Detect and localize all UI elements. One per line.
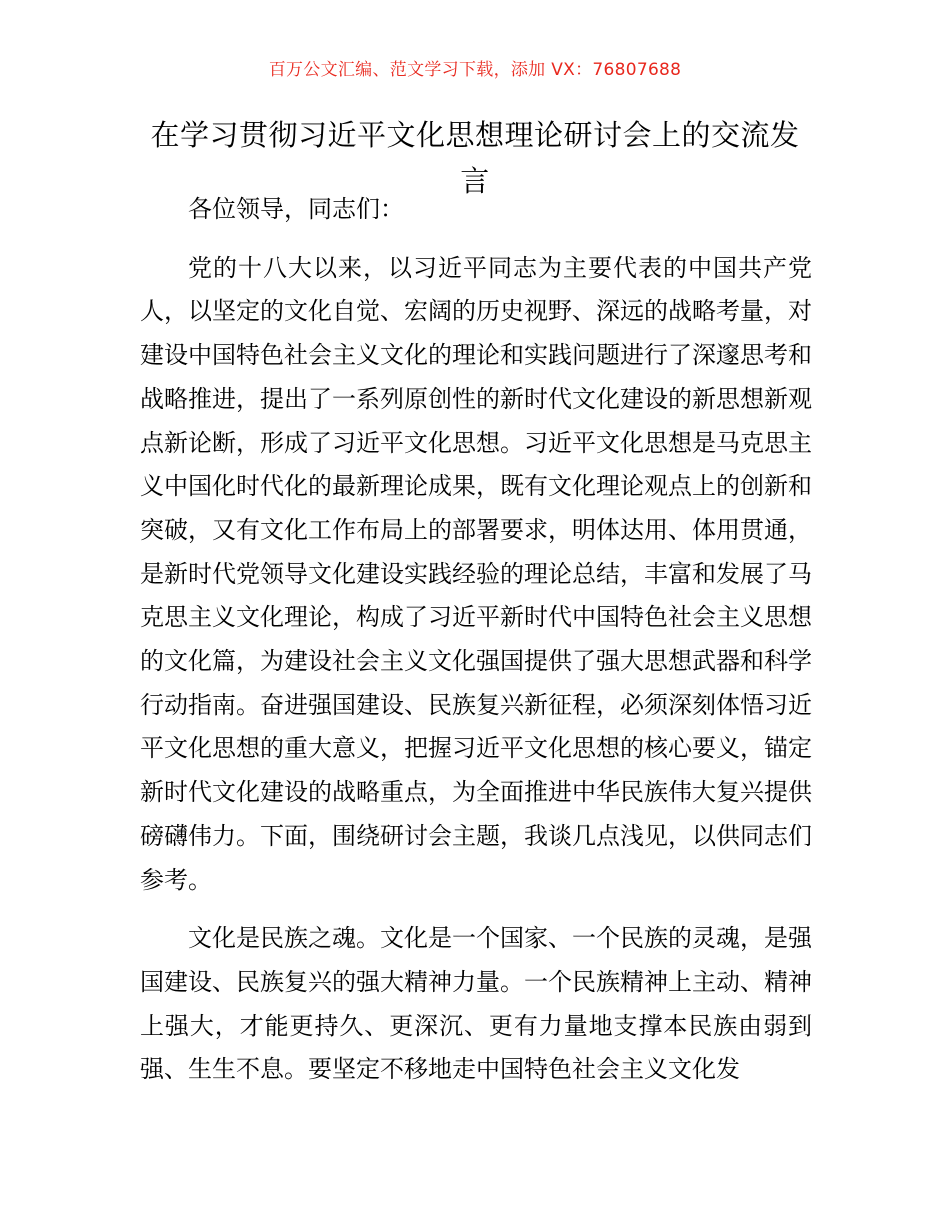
document-title: 在学习贯彻习近平文化思想理论研讨会上的交流发言 [150,118,800,198]
paragraph-culture-soul: 文化是民族之魂。文化是一个国家、一个民族的灵魂，是强国建设、民族复兴的强大精神力量。一个民族精神上主动、精神上强大，才能更持久、更深沉、更有力量地支撑本民族由弱到强、生生不息。要坚定不移地走中国特色社会主义文化发 [140,924,812,1084]
paragraph-intro: 党的十八大以来，以习近平同志为主要代表的中国共产党人，以坚定的文化自觉、宏阔的历史视野、深远的战略考量，对建设中国特色社会主义文化的理论和实践问题进行了深邃思考和战略推进，提出了一系列原创性的新时代文化建设的新思想新观点新论断，形成了习近平文化思想。习近平文化思想是马克思主义中国化时代化的最新理论成果，既有文化理论观点上的创新和突破，又有文化工作布局上的部署要求，明体达用、体用贯通，是新时代党领导文化建设实践经验的理论总结，丰富和发展了马克思主义文化理论，构成了习近平新时代中国特色社会主义思想的文化篇，为建设社会主义文化强国提供了强大思想武器和科学行动指南。奋进强国建设、民族复兴新征程，必须深刻体悟习近平文化思想的重大意义，把握习近平文化思想的核心要义，锚定新时代文化建设的战略重点，为全面推进中华民族伟大复兴提供磅礴伟力。下面，围绕研讨会主题，我谈几点浅见，以供同志们参考。 [140,253,812,894]
salutation: 各位领导，同志们： [188,195,404,223]
document-body [140,188,812,1092]
header-promo-note: 百万公文汇编、范文学习下载，添加 VX：76807688 [268,60,682,80]
